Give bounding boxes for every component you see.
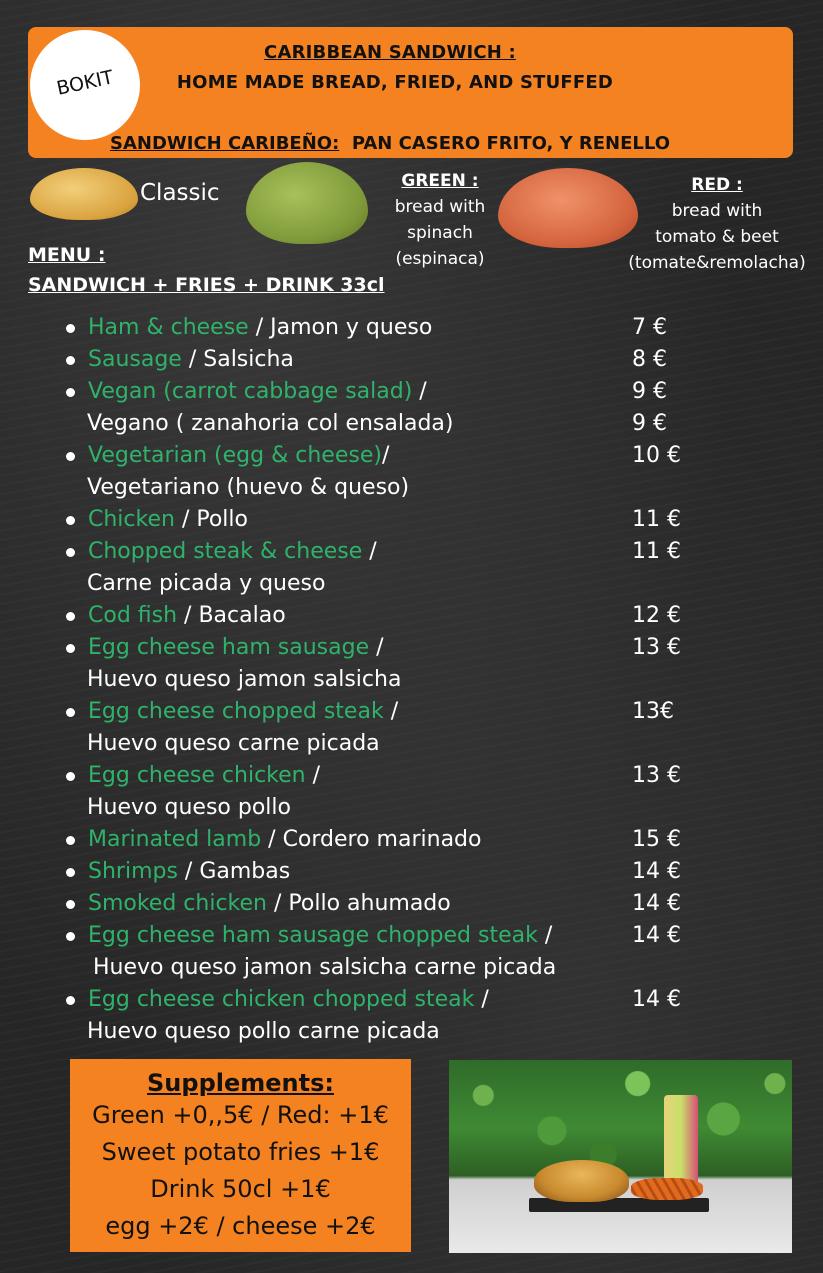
menu-item-price: 13 €	[632, 635, 681, 660]
menu-item-name-es: Vegano ( zanahoria col ensalada)	[87, 411, 454, 436]
photo-greenery	[449, 1060, 792, 1178]
red-bread-desc: (tomate&remolacha)	[628, 253, 806, 273]
menu-item-line	[60, 408, 700, 440]
menu-item-price: 9 €	[632, 411, 667, 436]
menu-item-price: 8 €	[632, 347, 667, 372]
menu-item-name-es: Bacalao	[198, 603, 286, 628]
menu-item-name-es: Carne picada y queso	[87, 571, 326, 596]
menu-item	[60, 536, 700, 600]
menu-item-line	[60, 664, 700, 696]
menu-item-separator: /	[362, 539, 377, 564]
menu-item-separator: /	[383, 699, 399, 724]
menu-item-line	[60, 856, 700, 888]
menu-item-separator: /	[305, 763, 321, 788]
menu-item-price: 10 €	[632, 443, 681, 468]
menu-item-price: 14 €	[632, 891, 681, 916]
menu-item-name-es: Pollo	[196, 507, 248, 532]
menu-item-name-en: Chopped steak & cheese	[88, 539, 363, 564]
menu-item-separator: /	[248, 315, 271, 340]
red-bread-desc: bread with	[671, 201, 763, 221]
menu-item-name-en: Vegan (carrot cabbage salad)	[88, 379, 413, 404]
menu-item-name-en: Sausage	[88, 347, 182, 372]
menu-item-price: 15 €	[632, 827, 681, 852]
menu-item-price: 13 €	[632, 763, 681, 788]
menu-item-name-en: Marinated lamb	[88, 827, 262, 852]
green-bread-image	[246, 162, 368, 244]
menu-item-price: 12 €	[632, 603, 681, 628]
header-title-es-label: SANDWICH CARIBEÑO:	[110, 133, 340, 154]
menu-item-name-en: Egg cheese ham sausage	[88, 635, 370, 660]
menu-item	[60, 344, 700, 376]
red-bread-label	[612, 172, 822, 276]
menu-item	[60, 632, 700, 696]
menu-item-price: 14 €	[632, 859, 681, 884]
menu-item-price: 11 €	[632, 507, 681, 532]
menu-item-line	[60, 376, 700, 408]
header-subtitle-es: PAN CASERO FRITO, Y RENELLO	[351, 133, 671, 154]
green-bread-desc: spinach	[407, 223, 473, 243]
menu-item	[60, 440, 700, 504]
green-bread-desc: (espinaca)	[395, 249, 485, 269]
menu-item	[60, 504, 700, 536]
menu-item-name-en: Chicken	[88, 507, 175, 532]
green-bread-desc: bread with	[394, 197, 486, 217]
menu-item-name-es: Huevo queso jamon salsicha carne picada	[93, 955, 557, 980]
menu-item-name-es: Salsicha	[203, 347, 294, 372]
menu-item-line	[60, 824, 700, 856]
menu-item-line	[60, 504, 700, 536]
menu-item-name-es: Huevo queso pollo carne picada	[87, 1019, 440, 1044]
menu-item-line	[60, 344, 700, 376]
menu-item-line	[60, 568, 700, 600]
menu-item-line	[60, 760, 700, 792]
menu-item-line	[60, 1016, 700, 1048]
menu-item	[60, 760, 700, 824]
menu-item-line	[60, 984, 700, 1016]
menu-item-separator: /	[412, 379, 427, 404]
menu-item-line	[60, 792, 700, 824]
green-bread-title: GREEN :	[401, 171, 479, 191]
supplement-line: egg +2€ / cheese +2€	[105, 1212, 376, 1240]
menu-item-price: 7 €	[632, 315, 667, 340]
menu-item-name-en: Vegetarian (egg & cheese)	[88, 443, 382, 468]
supplement-line: Green +0,,5€ / Red: +1€	[92, 1101, 389, 1129]
classic-bread-image	[30, 168, 138, 220]
supplement-line: Sweet potato fries +1€	[101, 1138, 380, 1166]
menu-item-separator: /	[381, 443, 390, 468]
menu-item-name-es: Cordero marinado	[282, 827, 482, 852]
menu-item-separator: /	[267, 891, 289, 916]
red-bread-desc: tomato & beet	[655, 227, 779, 247]
menu-item-line	[60, 920, 700, 952]
photo-drink-can	[664, 1095, 698, 1190]
photo-sandwich	[534, 1160, 629, 1202]
menu-item-line	[60, 632, 700, 664]
menu-item-name-en: Smoked chicken	[88, 891, 267, 916]
menu-item-line	[60, 472, 700, 504]
menu-item-separator: /	[474, 987, 489, 1012]
menu-item-separator: /	[537, 923, 553, 948]
menu-item-price: 14 €	[632, 987, 681, 1012]
menu-item-line	[60, 728, 700, 760]
menu-item-name-es: Jamon y queso	[270, 315, 433, 340]
bokit-badge-label: BOKIT	[54, 66, 116, 100]
menu-item	[60, 600, 700, 632]
menu-item-price: 14 €	[632, 923, 681, 948]
menu-item	[60, 376, 700, 440]
supplements-box	[70, 1059, 411, 1252]
menu-item-price: 13€	[632, 699, 674, 724]
menu-item-name-es: Vegetariano (huevo & queso)	[87, 475, 410, 500]
menu-item-name-en: Egg cheese chicken chopped steak	[88, 987, 475, 1012]
menu-item-name-es: Huevo queso jamon salsicha	[87, 667, 402, 692]
menu-item	[60, 312, 700, 344]
menu-item-name-en: Egg cheese ham sausage chopped steak	[88, 923, 538, 948]
menu-item	[60, 824, 700, 856]
menu-item-name-es: Pollo ahumado	[288, 891, 451, 916]
menu-item-line	[60, 312, 700, 344]
classic-bread-label: Classic	[140, 180, 220, 206]
menu-combo: SANDWICH + FRIES + DRINK 33cl	[28, 274, 385, 296]
menu-item-line	[60, 440, 700, 472]
menu-item-separator: /	[261, 827, 283, 852]
menu-title: MENU :	[28, 244, 106, 266]
menu-item-line	[60, 536, 700, 568]
header-subtitle-en: HOME MADE BREAD, FRIED, AND STUFFED	[176, 72, 614, 93]
menu-item-price: 9 €	[632, 379, 667, 404]
menu-item-name-es: Huevo queso pollo	[87, 795, 291, 820]
menu-item-name-en: Egg cheese chopped steak	[88, 699, 384, 724]
menu-item-price: 11 €	[632, 539, 681, 564]
food-photo	[449, 1060, 792, 1253]
menu-item	[60, 984, 700, 1048]
menu-item-line	[60, 888, 700, 920]
menu-item-separator: /	[369, 635, 384, 660]
menu-item	[60, 696, 700, 760]
photo-fries	[631, 1178, 703, 1200]
supplements-title: Supplements:	[147, 1069, 334, 1097]
menu-item-separator: /	[177, 859, 200, 884]
header-title-es	[110, 133, 670, 154]
menu-item-line	[60, 696, 700, 728]
header-title-en: CARIBBEAN SANDWICH :	[264, 42, 516, 63]
menu-item	[60, 920, 700, 984]
green-bread-label	[378, 168, 502, 272]
menu-item-name-en: Shrimps	[88, 859, 178, 884]
menu-item	[60, 856, 700, 888]
menu-item-separator: /	[181, 347, 204, 372]
menu-item-line	[60, 600, 700, 632]
menu-item-name-en: Cod fish	[88, 603, 178, 628]
supplement-line: Drink 50cl +1€	[150, 1175, 331, 1203]
menu-item-name-en: Egg cheese chicken	[88, 763, 306, 788]
menu-item-line	[60, 952, 700, 984]
menu-item-separator: /	[174, 507, 197, 532]
menu-item	[60, 888, 700, 920]
menu-item-name-es: Huevo queso carne picada	[87, 731, 380, 756]
menu-list	[60, 312, 700, 1048]
menu-item-separator: /	[177, 603, 199, 628]
menu-item-name-es: Gambas	[199, 859, 291, 884]
red-bread-title: RED :	[691, 175, 743, 195]
menu-item-name-en: Ham & cheese	[88, 315, 249, 340]
